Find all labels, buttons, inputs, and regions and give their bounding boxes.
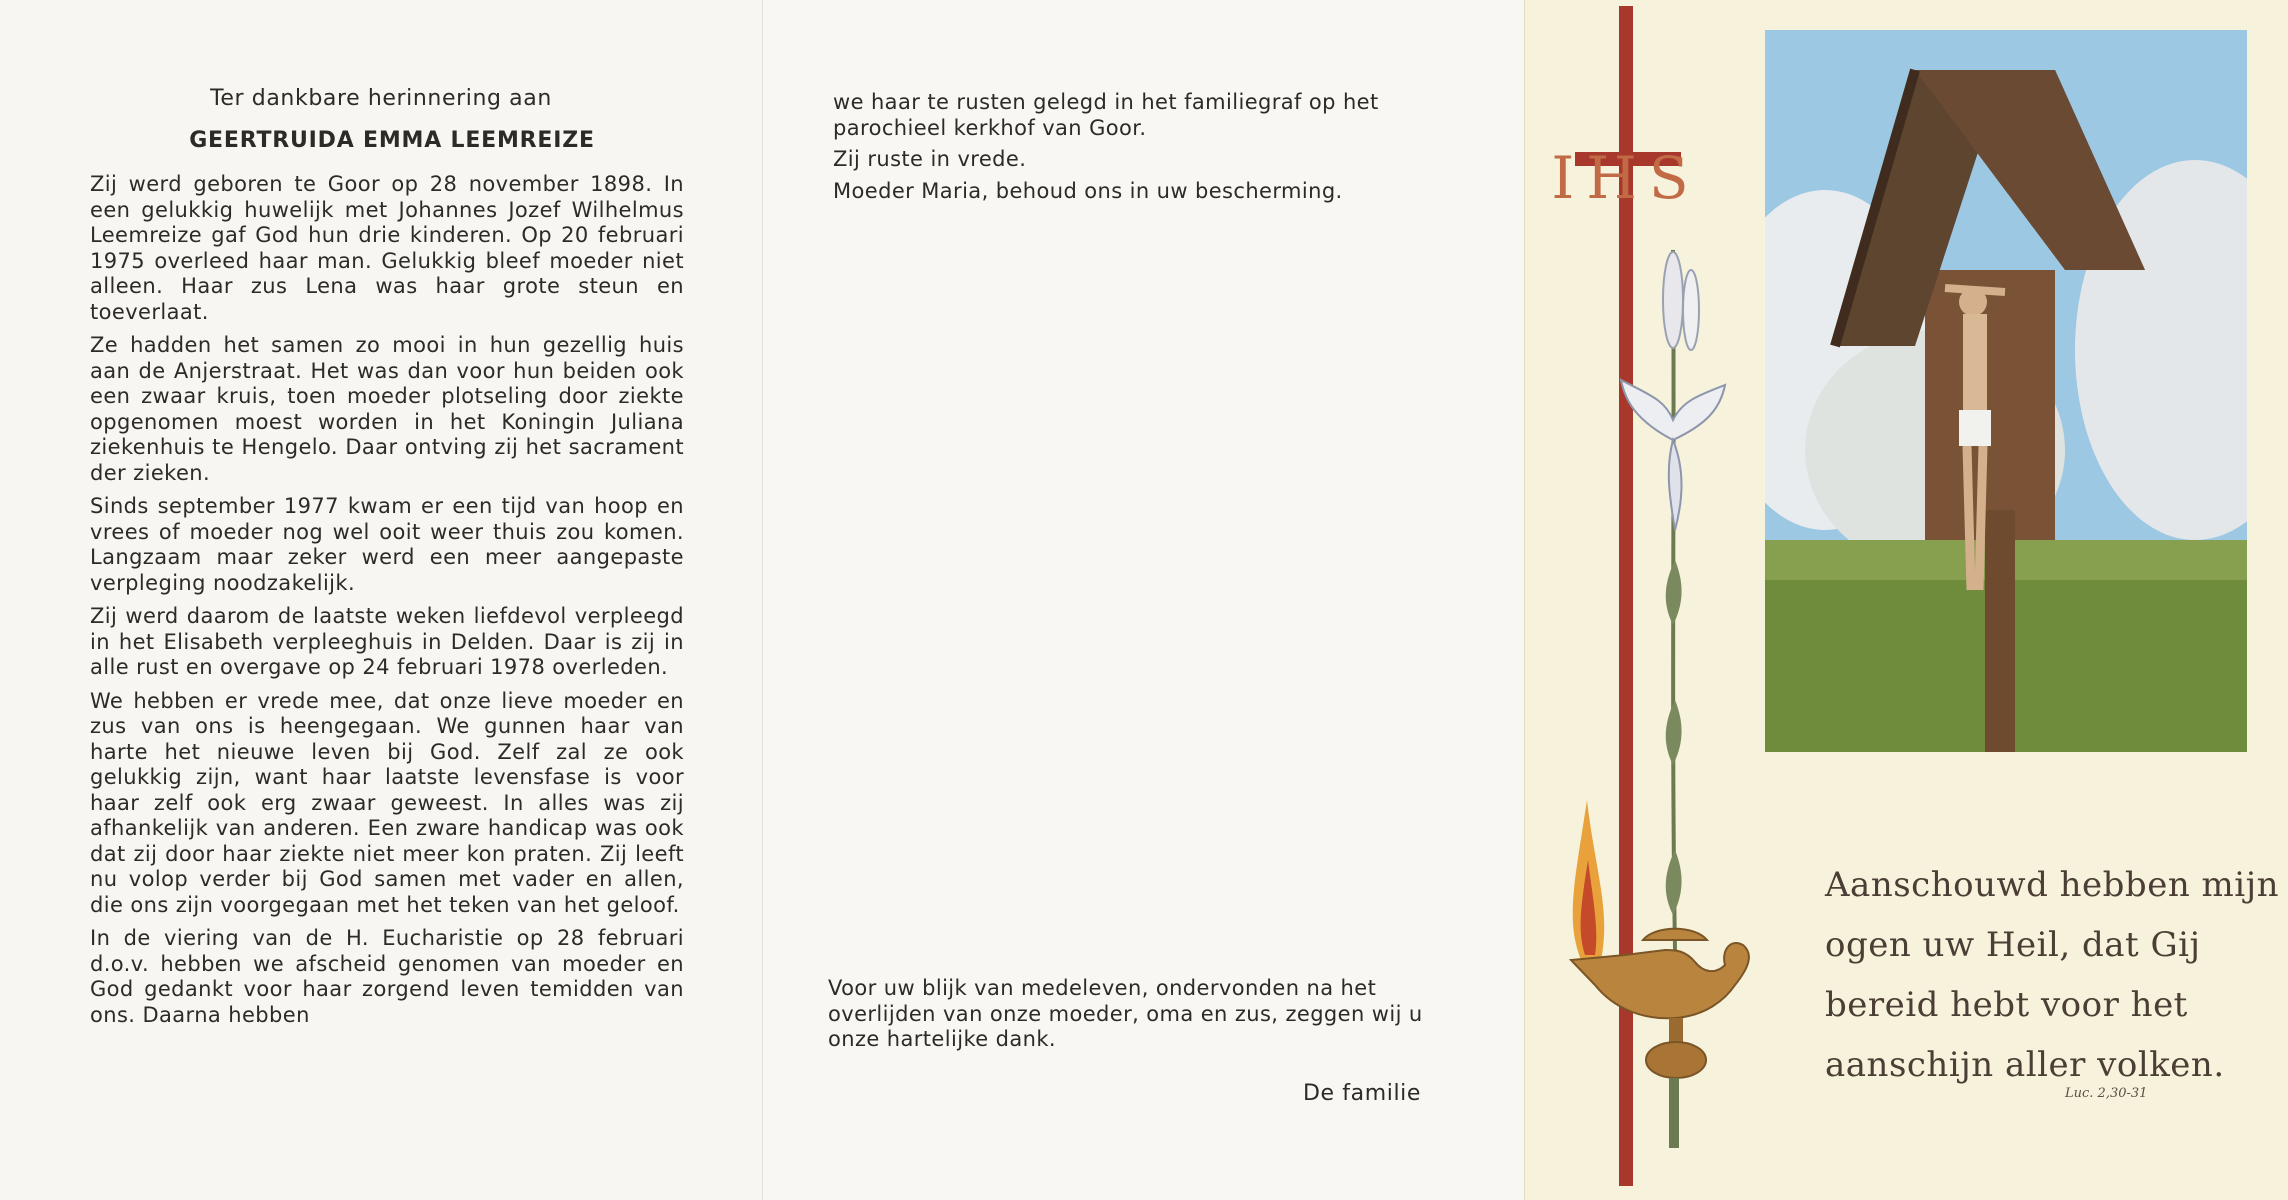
biography-paragraph: Zij werd daarom de laatste weken liefdevol verpleegd in het Elisabeth verpleeghuis in Delden. Daar is zij in alle rust en overgave op 24 februari 1978 overleden. (90, 604, 684, 679)
shrine-board (1925, 270, 2055, 540)
burial-continuation: we haar te rusten gelegd in het familiegraf op het parochieel kerkhof van Goor. (833, 90, 1379, 140)
biography-paragraph: In de viering van de H. Eucharistie op 28 februari d.o.v. hebben we afscheid genomen van moeder en God gedankt voor haar zorgend leven temidden van ons. Daarna hebben (90, 926, 684, 1027)
prayer-line: Moeder Maria, behoud ons in uw bescherming. (833, 178, 1343, 203)
right-panel (1524, 0, 2288, 1200)
deceased-name: GEERTRUIDA EMMA LEEMREIZE (189, 128, 595, 153)
family-signature: De familie (1303, 1081, 1421, 1106)
quote-reference: Luc. 2,30-31 (2065, 1086, 2148, 1101)
left-panel (0, 0, 762, 1200)
quote-line: ogen uw Heil, dat Gij (1825, 925, 2201, 965)
biography-paragraph: Sinds september 1977 kwam er een tijd van hoop en vrees of moeder nog wel ooit weer thuis zou komen. Langzaam maar zeker werd een meer aangepaste verpleging noodzakelijk. (90, 494, 684, 595)
lily-bud-icon (1663, 252, 1683, 348)
scripture-quote (1825, 855, 2280, 1095)
oil-lamp-base-icon (1646, 1042, 1706, 1078)
biography-paragraph: Ze hadden het samen zo mooi in hun gezellig huis aan de Anjerstraat. Het was dan voor hun beiden ook een zwaar kruis, toen moeder plotseling door ziekte opgenomen moest worden in het Koningin Juliana ziekenhuis te Hengelo. Daar ontving zij het sacrament der zieken. (90, 333, 684, 485)
crucifix-photo (1765, 30, 2247, 752)
rest-in-peace: Zij ruste in vrede. (833, 147, 1027, 171)
leaf-icon (1666, 560, 1682, 625)
quote-line: Aanschouwd hebben mijn (1825, 865, 2280, 905)
oil-lamp-lid-icon (1643, 929, 1707, 940)
lamp-stand-icon (1669, 1078, 1679, 1148)
thanks-paragraph: Voor uw blijk van medeleven, ondervonden na het overlijden van onze moeder, oma en zus, zeggen wij u onze hartelijke dank. (828, 976, 1423, 1051)
thanks-text (828, 976, 1443, 1053)
corpus-arms (1945, 288, 2005, 292)
lily-bud-icon (1683, 270, 1699, 350)
quote-line: aanschijn aller volken. (1825, 1045, 2225, 1085)
middle-panel (762, 0, 1524, 1200)
biography (90, 172, 684, 1036)
ihs-monogram: IHS (1551, 144, 1701, 212)
biography-paragraph: Zij werd geboren te Goor op 28 november 1898. In een gelukkig huwelijk met Johannes Jozef Wilhelmus Leemreize gaf God hun drie kinderen. Op 20 februari 1975 overleed haar man. Gelukkig bleef moeder niet alleen. Haar zus Lena was haar grote steun en toeverlaat. (90, 172, 684, 324)
corpus-loincloth (1959, 410, 1991, 446)
burial-text (833, 90, 1433, 210)
intro-line: Ter dankbare herinnering aan (210, 86, 552, 111)
leaf-icon (1666, 700, 1682, 765)
lily-petal-icon (1669, 440, 1682, 530)
oil-lamp-stem-icon (1669, 1018, 1683, 1044)
shrine-post (1985, 510, 2015, 752)
leaf-icon (1666, 850, 1682, 915)
quote-line: bereid hebt voor het (1825, 985, 2188, 1025)
corpus-torso (1963, 314, 1987, 414)
biography-paragraph: We hebben er vrede mee, dat onze lieve moeder en zus van ons is heengegaan. We gunnen haar van harte het nieuwe leven bij God. Zelf zal ze ook gelukkig zijn, want haar laatste levensfase is voor haar zelf ook erg zwaar geweest. In alles was zij afhankelijk van anderen. Een zware handicap was ook dat zij door haar ziekte niet meer kon praten. Zij leeft nu volop verder bij God samen met vader en allen, die ons zijn voorgegaan met het teken van het geloof. (90, 688, 684, 917)
